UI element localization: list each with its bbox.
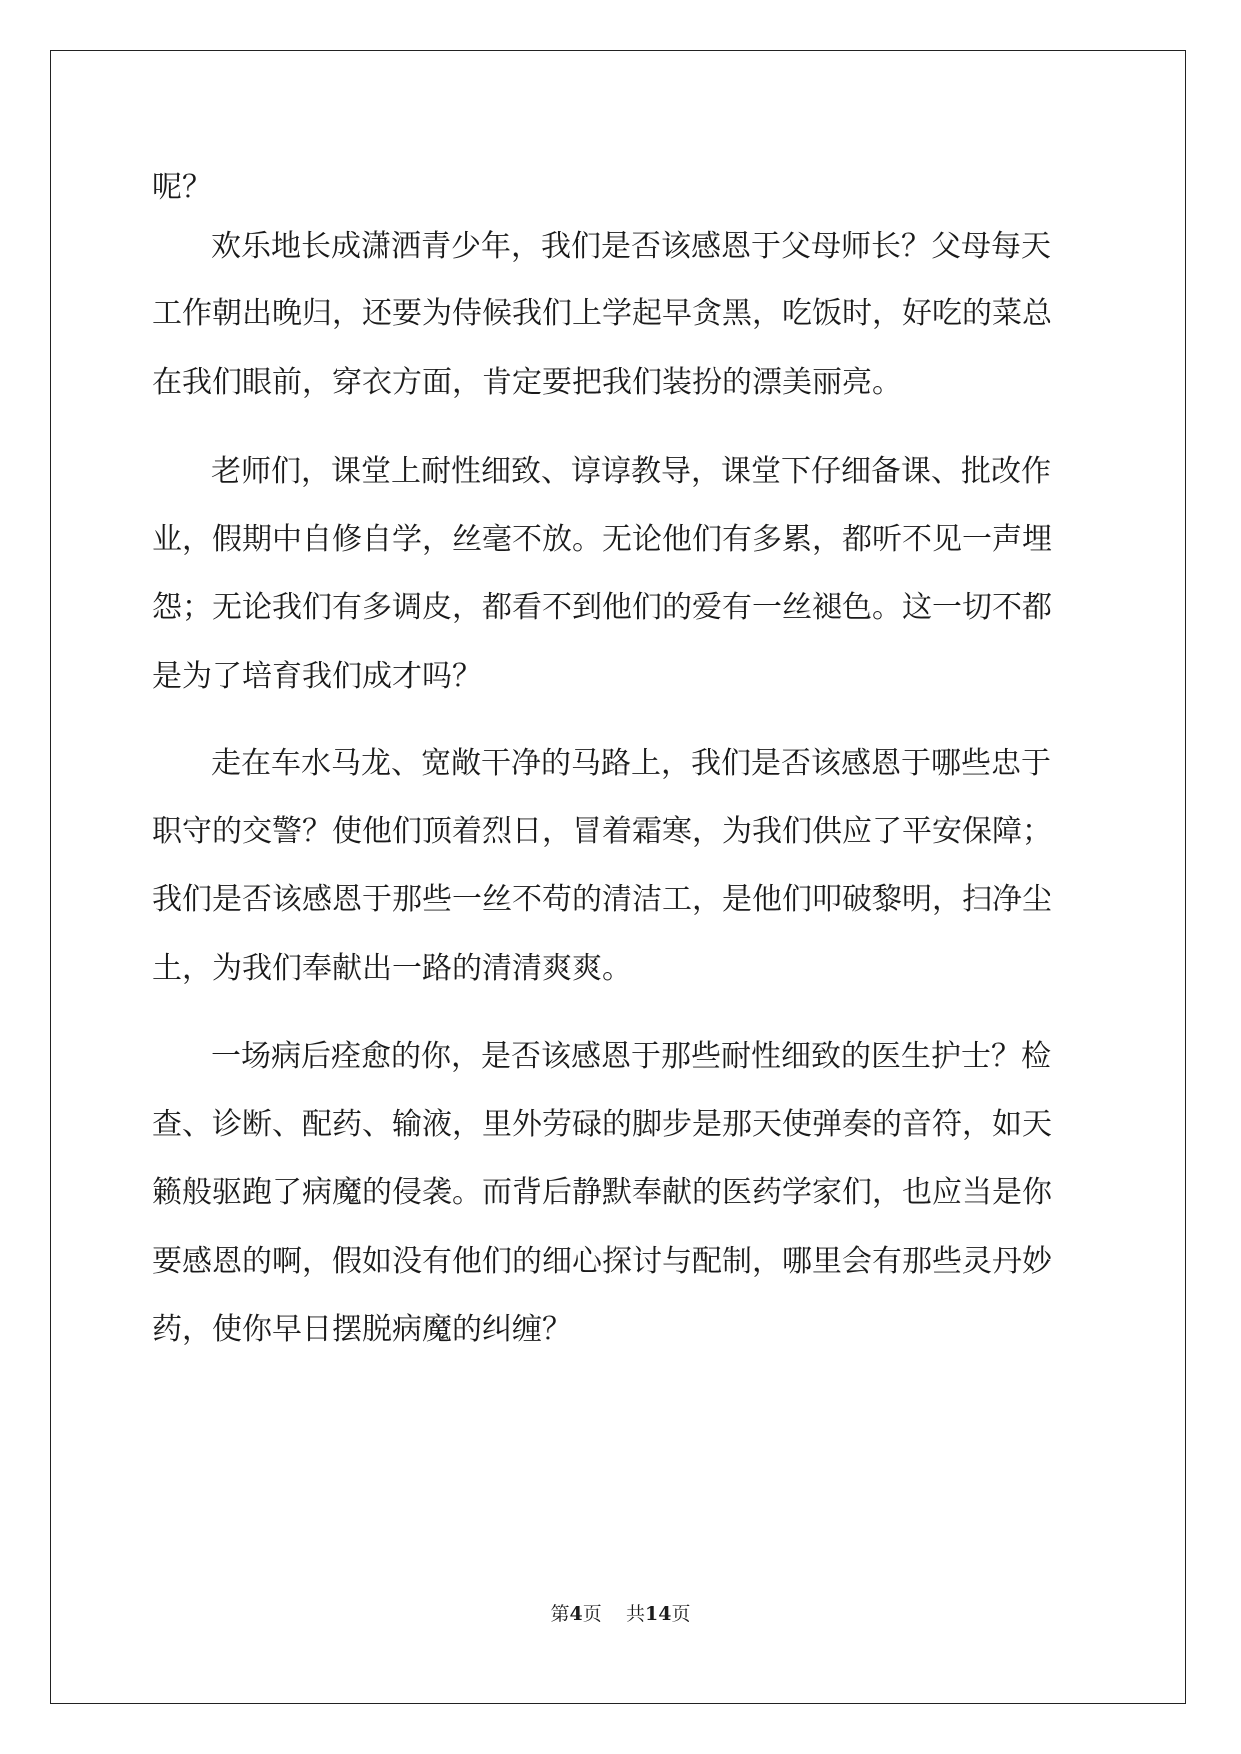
paragraph-first-line: 欢乐地长成潇洒青少年，我们是否该感恩于父母师长？父母每天 <box>211 229 1051 264</box>
paragraph-first-line: 走在车水马龙、宽敞干净的马路上，我们是否该感恩于哪些忠于 <box>211 746 1051 781</box>
total-pages: 14 <box>644 1603 672 1625</box>
text-line: 是为了培育我们成才吗？ <box>152 659 482 694</box>
text-line: 业，假期中自修自学，丝毫不放。无论他们有多累，都听不见一声埋 <box>152 522 1052 557</box>
total-suffix: 页 <box>671 1603 691 1625</box>
text-line: 职守的交警？使他们顶着烈日，冒着霜寒，为我们供应了平安保障； <box>152 814 1052 849</box>
text-line: 在我们眼前，穿衣方面，肯定要把我们装扮的漂美丽亮。 <box>152 365 902 400</box>
text-line: 药，使你早日摆脱病魔的纠缠？ <box>152 1312 572 1347</box>
text-line: 工作朝出晚归，还要为侍候我们上学起早贪黑，吃饭时，好吃的菜总 <box>152 296 1052 331</box>
page-prefix: 第 <box>550 1603 570 1625</box>
text-line: 呢？ <box>152 170 212 205</box>
text-line: 要感恩的啊，假如没有他们的细心探讨与配制，哪里会有那些灵丹妙 <box>152 1244 1052 1279</box>
text-line: 我们是否该感恩于那些一丝不苟的清洁工，是他们叩破黎明，扫净尘 <box>152 882 1052 917</box>
text-line: 查、诊断、配药、输液，里外劳碌的脚步是那天使弹奏的音符，如天 <box>152 1107 1052 1142</box>
total-prefix: 共 <box>625 1603 645 1625</box>
paragraph-first-line: 老师们，课堂上耐性细致、谆谆教导，课堂下仔细备课、批改作 <box>211 454 1051 489</box>
text-line: 土，为我们奉献出一路的清清爽爽。 <box>152 951 632 986</box>
page-suffix: 页 <box>582 1603 602 1625</box>
page-footer <box>0 1600 1241 1628</box>
text-line: 怨；无论我们有多调皮，都看不到他们的爱有一丝褪色。这一切不都 <box>152 590 1052 625</box>
page-number: 4 <box>569 1603 583 1625</box>
text-line: 籁般驱跑了病魔的侵袭。而背后静默奉献的医药学家们，也应当是你 <box>152 1175 1052 1210</box>
paragraph-first-line: 一场病后痊愈的你，是否该感恩于那些耐性细致的医生护士？检 <box>211 1039 1051 1074</box>
